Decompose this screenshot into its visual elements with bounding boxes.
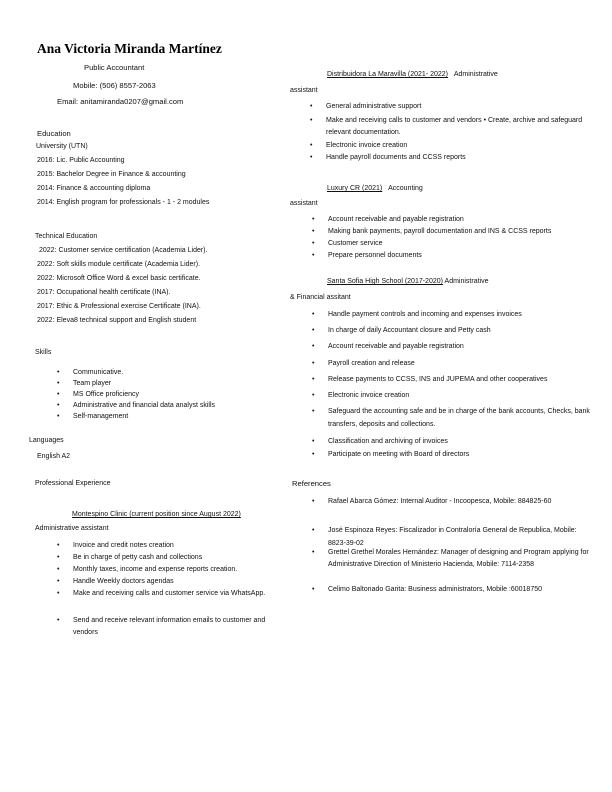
job-duty: • Payroll creation and release xyxy=(312,360,415,367)
job-duty: • Classification and archiving of invoices xyxy=(312,438,448,445)
technical-item: 2017: Ethic & Professional exercise Certificate (INA). xyxy=(37,303,201,310)
job-duty: • Handle payment controls and incoming and expenses invoices xyxy=(312,311,522,318)
skill-item: • Communicative. xyxy=(57,369,124,376)
job-duty: • Make and receiving calls and customer service via WhatsApp. xyxy=(57,590,266,597)
job-duty: • Send and receive relevant information emails to customer and vendors xyxy=(57,617,266,636)
job-role: assistant xyxy=(290,200,318,207)
technical-item: 2017: Occupational health certificate (INA). xyxy=(37,289,171,296)
education-school: University (UTN) xyxy=(36,143,88,150)
technical-item: 2022: Customer service certification (Academia Lider). xyxy=(39,247,208,254)
skill-item: • MS Office proficiency xyxy=(57,391,140,398)
job-duty: • In charge of daily Accountant closure and Petty cash xyxy=(312,327,491,334)
technical-item: 2022: Eleva8 technical support and English student xyxy=(37,317,197,324)
job-header: Luxury CR (2021) Accounting xyxy=(327,185,423,192)
job-duty: • Electronic invoice creation xyxy=(312,392,410,399)
skill-item: • Administrative and financial data analyst skills xyxy=(57,402,216,409)
reference-item: • Grettel Grethel Morales Hernández: Manager of designing and Program applying for Administrative Direction of Ministerio Hacienda, Mobile: 7114-2358 xyxy=(312,549,589,568)
reference-item: • José Espinoza Reyes: Fiscalizador in Contraloría General de Republica, Mobile: 8823-39-02 xyxy=(312,527,577,547)
language-value: English A2 xyxy=(37,453,71,460)
education-item: 2014: Finance & accounting diploma xyxy=(37,185,151,192)
references-heading: References xyxy=(292,479,331,488)
job-duty: • Prepare personnel documents xyxy=(312,252,422,259)
reference-item: • Rafael Abarca Gómez: Internal Auditor - Incoopesca, Mobile: 884825-60 xyxy=(312,498,552,505)
mobile: Mobile: (506) 8557-2063 xyxy=(73,81,156,90)
email[interactable]: Email: anitamiranda0207@gmail.com xyxy=(57,97,184,106)
job-duty: • General administrative support xyxy=(310,103,422,110)
job-title: Public Accountant xyxy=(84,63,145,72)
job-header: Santa Sofia High School (2017-2020) Administrative xyxy=(327,278,489,285)
skills-heading: Skills xyxy=(35,349,52,356)
candidate-name: Ana Victoria Miranda Martínez xyxy=(37,41,222,56)
job-duty: • Invoice and credit notes creation xyxy=(57,542,174,549)
job-duty: • Make and receiving calls to customer and vendors • Create, archive and safeguard relevant documentation. xyxy=(310,117,583,136)
job-duty: • Release payments to CCSS, INS and JUPEMA and other cooperatives xyxy=(312,376,548,383)
job-duty: • Safeguard the accounting safe and be in charge of the bank accounts, Checks, bank transfers, deposits and collections. xyxy=(312,408,590,428)
technical-item: 2022: Microsoft Office Word & excel basic certificate. xyxy=(37,275,201,282)
technical-heading: Technical Education xyxy=(35,233,98,240)
education-item: 2016: Lic. Public Accounting xyxy=(37,157,125,164)
job-duty: • Participate on meeting with Board of directors xyxy=(312,451,470,458)
job-duty: • Monthly taxes, income and expense reports creation. xyxy=(57,566,238,573)
reference-item: • Celimo Baltonado Garita: Business administrators, Mobile :60018750 xyxy=(312,586,543,593)
experience-heading: Professional Experience xyxy=(35,480,111,487)
job-role: Administrative assistant xyxy=(35,525,109,532)
skill-item: • Self-management xyxy=(57,413,129,420)
job-company: Montespino Clinic (current position since August 2022) xyxy=(72,511,241,518)
education-item: 2015: Bachelor Degree in Finance & accounting xyxy=(37,171,186,178)
job-role: assistant xyxy=(290,87,318,94)
job-duty: • Account receivable and payable registration xyxy=(312,216,464,223)
job-header: Distribuidora La Maravilla (2021- 2022) Administrative xyxy=(327,71,498,78)
languages-heading: Languages xyxy=(29,437,64,444)
job-duty: • Customer service xyxy=(312,240,383,247)
job-duty: • Account receivable and payable registration xyxy=(312,343,464,350)
job-role: & Financial assitant xyxy=(290,294,351,301)
job-duty: • Handle payroll documents and CCSS reports xyxy=(310,154,466,161)
technical-item: 2022: Soft skills module certificate (Academia Lider). xyxy=(37,261,201,268)
job-duty: • Electronic invoice creation xyxy=(310,142,408,149)
skill-item: • Team player xyxy=(57,380,112,387)
job-duty: • Handle Weekly doctors agendas xyxy=(57,578,174,585)
education-heading: Education xyxy=(37,129,71,138)
job-duty: • Be in charge of petty cash and collections xyxy=(57,554,203,561)
job-duty: • Making bank payments, payroll documentation and INS & CCSS reports xyxy=(312,228,552,235)
education-item: 2014: English program for professionals - 1 - 2 modules xyxy=(37,199,210,206)
